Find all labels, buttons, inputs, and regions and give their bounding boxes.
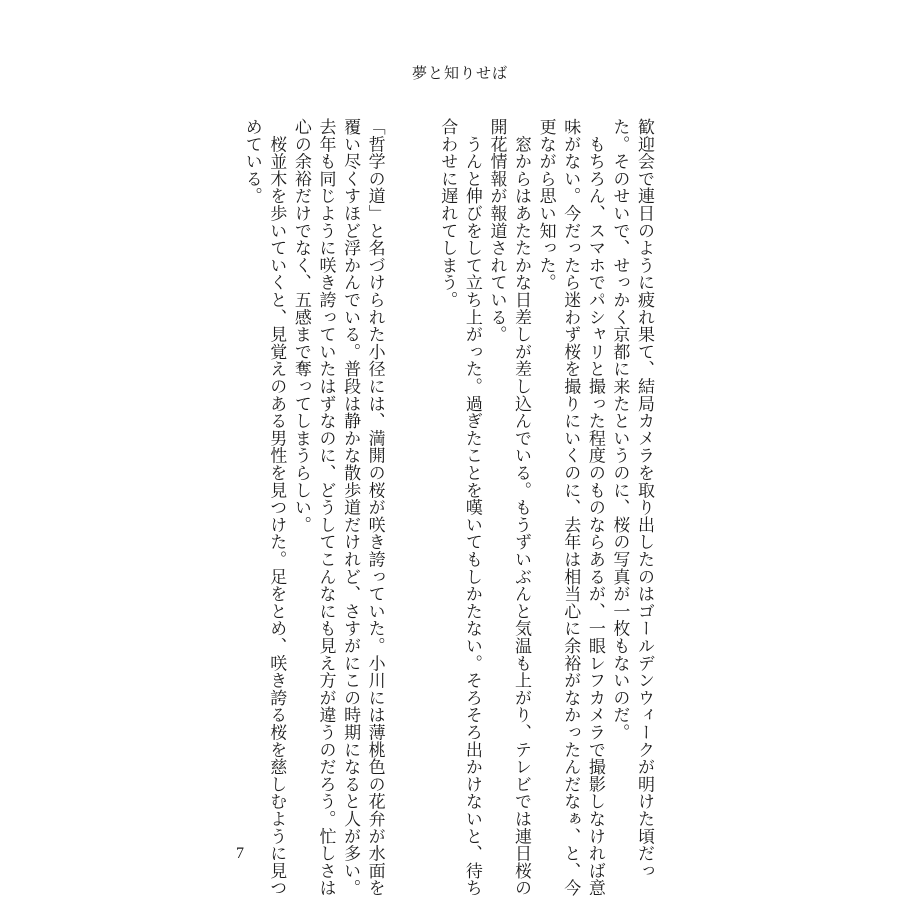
running-title: 夢と知りせば xyxy=(411,64,508,82)
page-number: 7 xyxy=(236,845,244,862)
body-text xyxy=(239,118,656,897)
paragraph-4: うんと伸びをして立ち上がった。過ぎたことを嘆いてもしかたない。そろそろ出かけないと、待ち 合わせに遅れてしまう。 xyxy=(437,118,482,897)
paragraph-6: 桜並木を歩いていくと、見覚えのある男性を見つけた。足をとめ、咲き誇る桜を慈しむように見つ めている。 xyxy=(241,118,287,897)
paragraph-2: もちろん、スマホでパシャリと撮った程度のものならあるが、一眼レフカメラで撮影しなければ意 味がない。今だったら迷わず桜を撮りにいくのに、去年は相当心に余裕がなかったんだなぁ、と、今 更ながら思い知った。 xyxy=(535,118,605,897)
paragraph-1: 歓迎会で連日のように疲れ果て、結局カメラを取り出したのはゴールデンウィークが明けた頃だっ た。そのせいで、せっかく京都に来たというのに、桜の写真が一枚もないのだ。 xyxy=(609,118,654,880)
paragraph-3: 窓からはあたたかな日差しが差し込んでいる。もうずいぶんと気温も上がり、テレビでは連日桜の 開花情報が報道されている。 xyxy=(486,118,532,897)
section-break xyxy=(387,118,435,818)
paragraph-5: 「哲学の道」と名づけられた小径には、満開の桜が咲き誇っていた。小川には薄桃色の花弁が水面を 覆い尽くすほど浮かんでいる。普段は静かな散歩道だけれど、さすがにこの時期になると人が多い。 去年も同じように咲き誇っていたはずなのに、どうしてこんなにも見え方が違うのだろう。忙しさは 心の余裕だけでなく、五感まで奪ってしまうらしい。 xyxy=(290,118,385,897)
